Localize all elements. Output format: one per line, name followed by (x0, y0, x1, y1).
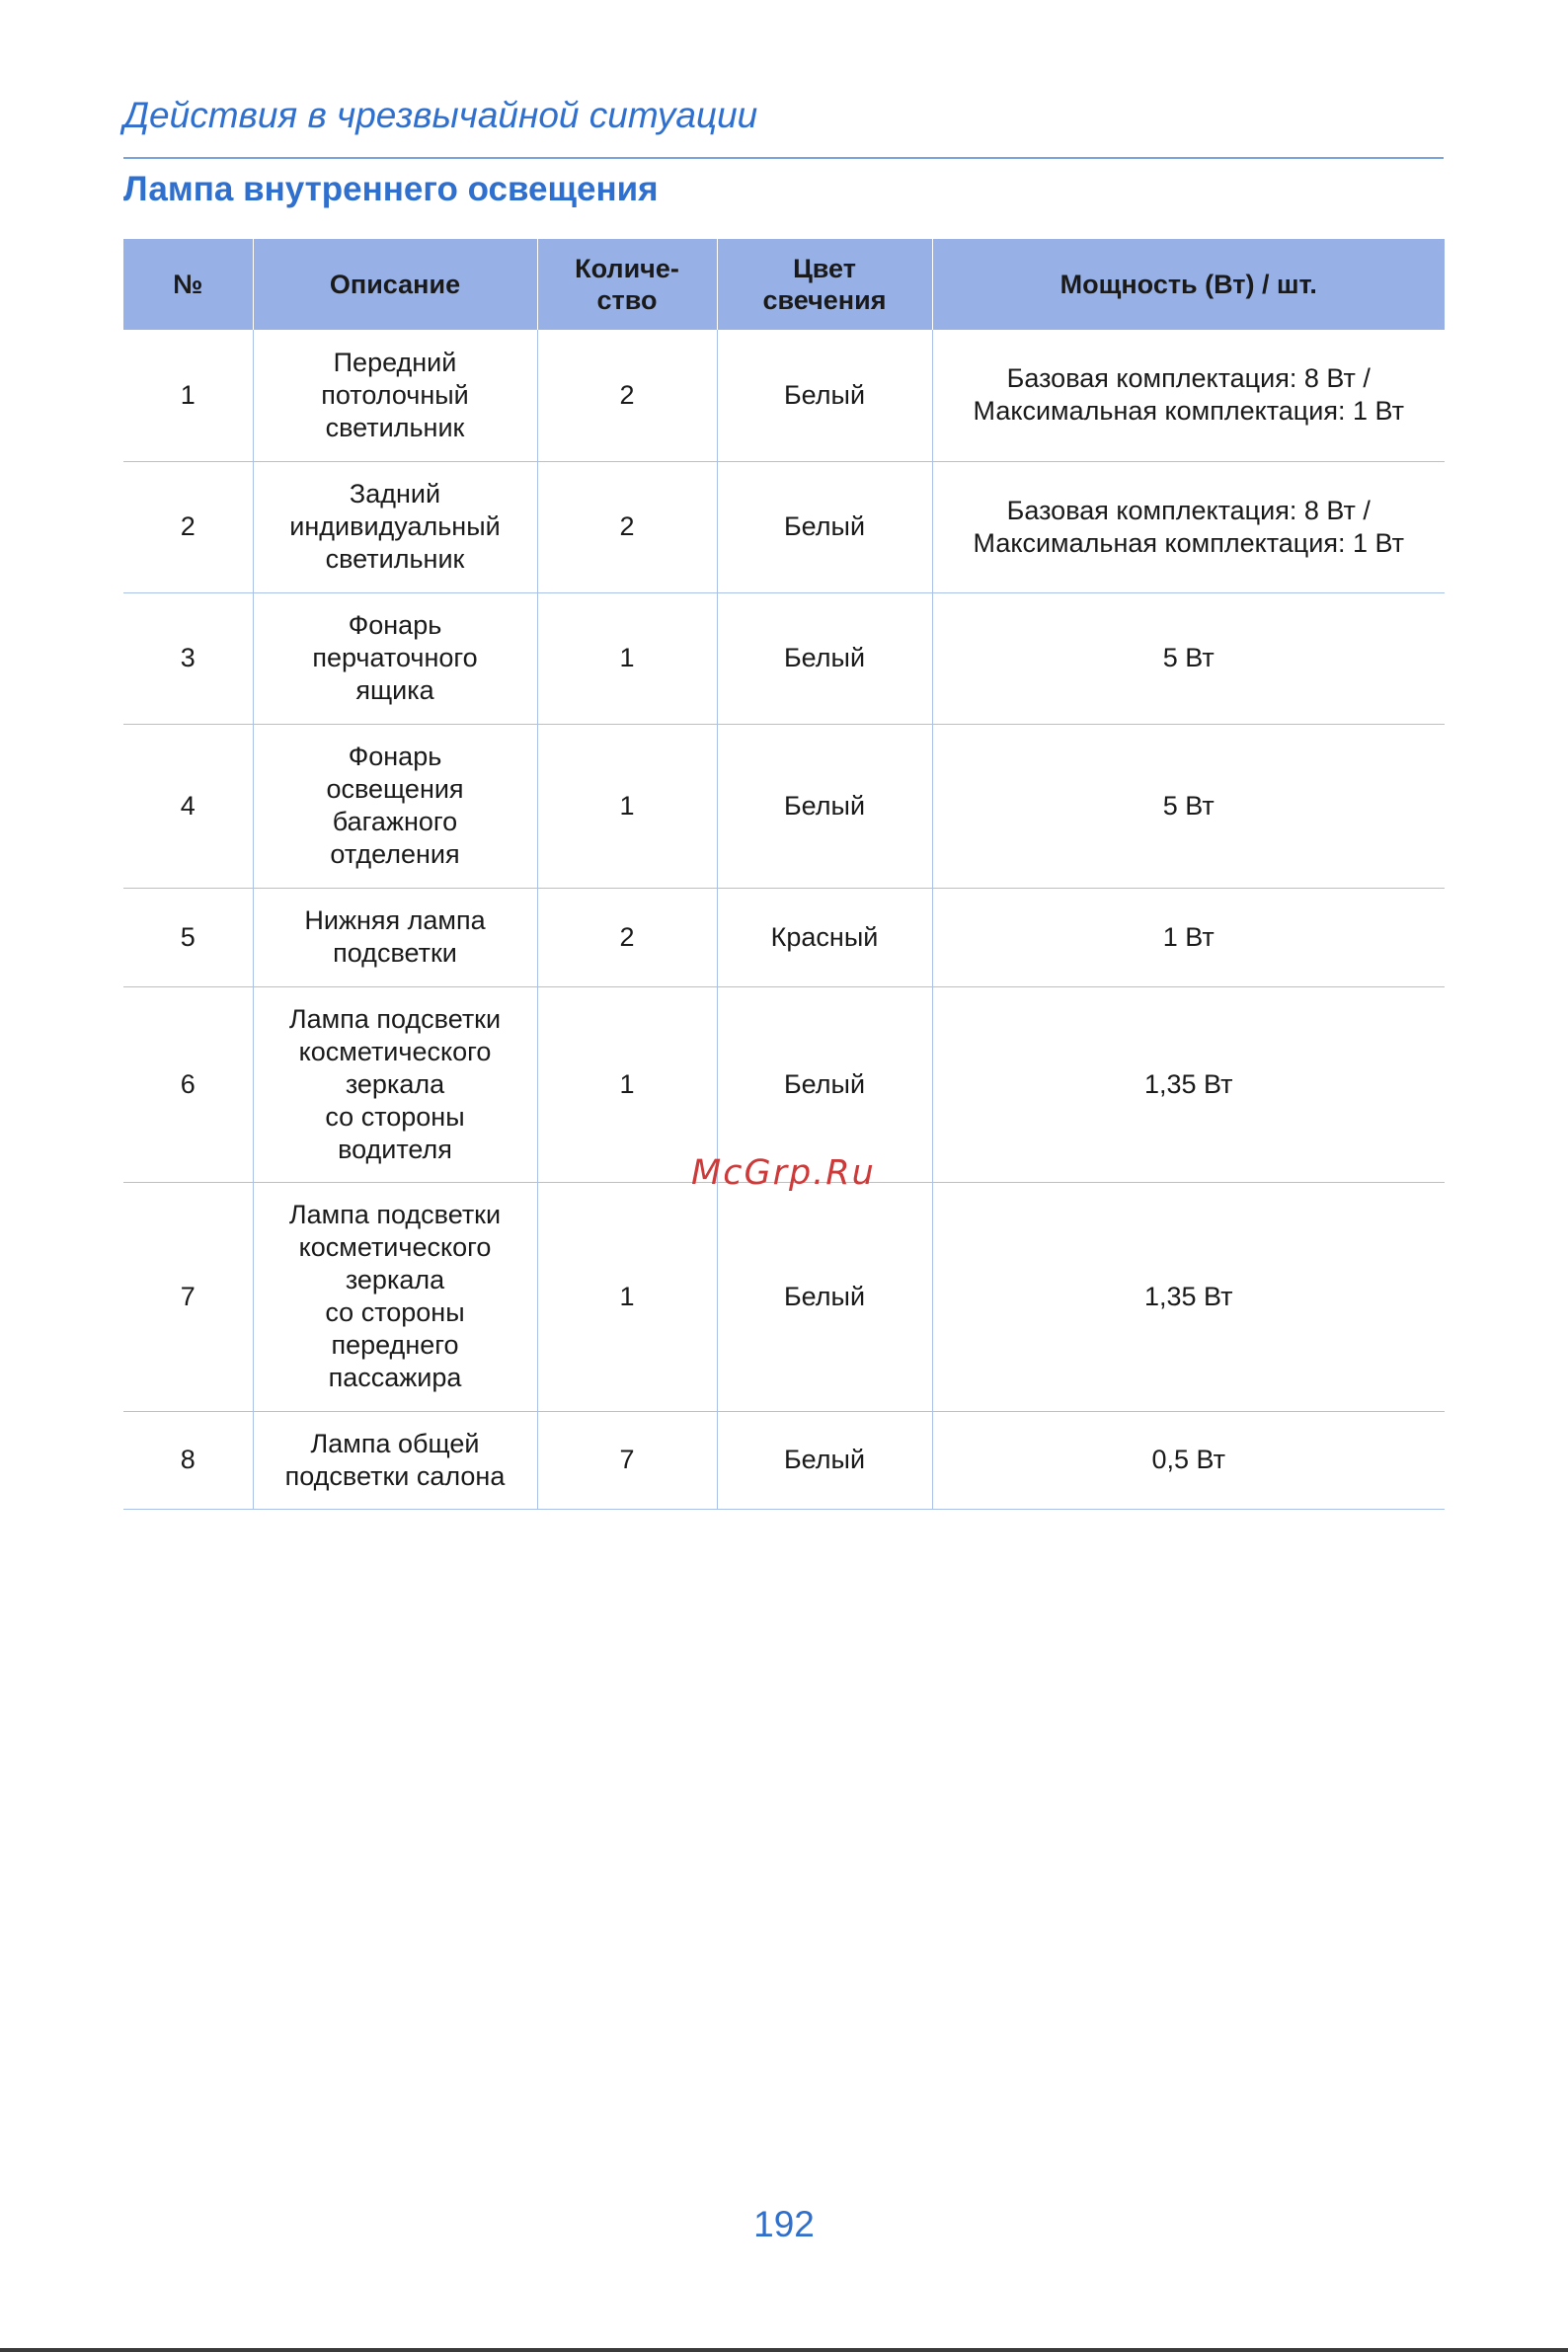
cell-number: 5 (123, 888, 253, 986)
cell-power: 1,35 Вт (932, 1182, 1445, 1411)
cell-power: 5 Вт (932, 724, 1445, 888)
table-row (123, 724, 1445, 888)
cell-number: 2 (123, 461, 253, 592)
cell-quantity: 2 (537, 461, 717, 592)
column-header-power: Мощность (Вт) / шт. (932, 239, 1445, 330)
column-header-color: Цвет свечения (717, 239, 932, 330)
cell-quantity: 1 (537, 592, 717, 724)
cell-color: Белый (717, 1411, 932, 1509)
watermark-text: McGrp.Ru (691, 1153, 876, 1193)
page-bottom-edge (0, 2348, 1568, 2352)
cell-number: 8 (123, 1411, 253, 1509)
table-row (123, 888, 1445, 986)
cell-number: 7 (123, 1182, 253, 1411)
cell-color: Белый (717, 986, 932, 1182)
cell-power: 0,5 Вт (932, 1411, 1445, 1509)
column-header-number: № (123, 239, 253, 330)
cell-number: 3 (123, 592, 253, 724)
lamp-table (123, 239, 1445, 1510)
table-header-row (123, 239, 1445, 330)
cell-quantity: 1 (537, 986, 717, 1182)
column-header-quantity: Количе- ство (537, 239, 717, 330)
cell-description: Задний индивидуальный светильник (253, 461, 537, 592)
cell-power: 1,35 Вт (932, 986, 1445, 1182)
table-row (123, 1182, 1445, 1411)
table-row (123, 592, 1445, 724)
cell-description: Лампа подсветки косметического зеркала со стороны переднего пассажира (253, 1182, 537, 1411)
table-row (123, 1411, 1445, 1509)
cell-description: Лампа общей подсветки салона (253, 1411, 537, 1509)
cell-number: 1 (123, 330, 253, 461)
cell-description: Фонарь перчаточного ящика (253, 592, 537, 724)
page-heading: Лампа внутреннего освещения (123, 170, 659, 208)
cell-power: Базовая комплектация: 8 Вт / Максимальная комплектация: 1 Вт (932, 461, 1445, 592)
cell-color: Белый (717, 1182, 932, 1411)
cell-quantity: 7 (537, 1411, 717, 1509)
cell-number: 6 (123, 986, 253, 1182)
cell-description: Лампа подсветки косметического зеркала со стороны водителя (253, 986, 537, 1182)
section-title: Действия в чрезвычайной ситуации (123, 95, 758, 135)
cell-color: Белый (717, 461, 932, 592)
cell-quantity: 1 (537, 1182, 717, 1411)
table-row (123, 461, 1445, 592)
cell-number: 4 (123, 724, 253, 888)
cell-power: Базовая комплектация: 8 Вт / Максимальная комплектация: 1 Вт (932, 330, 1445, 461)
lamp-table-container (123, 239, 1445, 1510)
cell-quantity: 2 (537, 330, 717, 461)
cell-description: Передний потолочный светильник (253, 330, 537, 461)
cell-color: Красный (717, 888, 932, 986)
header-divider (123, 157, 1444, 159)
cell-description: Фонарь освещения багажного отделения (253, 724, 537, 888)
cell-power: 5 Вт (932, 592, 1445, 724)
page-number: 192 (753, 2204, 815, 2244)
cell-quantity: 1 (537, 724, 717, 888)
table-row (123, 330, 1445, 461)
cell-description: Нижняя лампа подсветки (253, 888, 537, 986)
cell-color: Белый (717, 592, 932, 724)
cell-power: 1 Вт (932, 888, 1445, 986)
column-header-description: Описание (253, 239, 537, 330)
cell-color: Белый (717, 330, 932, 461)
cell-color: Белый (717, 724, 932, 888)
cell-quantity: 2 (537, 888, 717, 986)
